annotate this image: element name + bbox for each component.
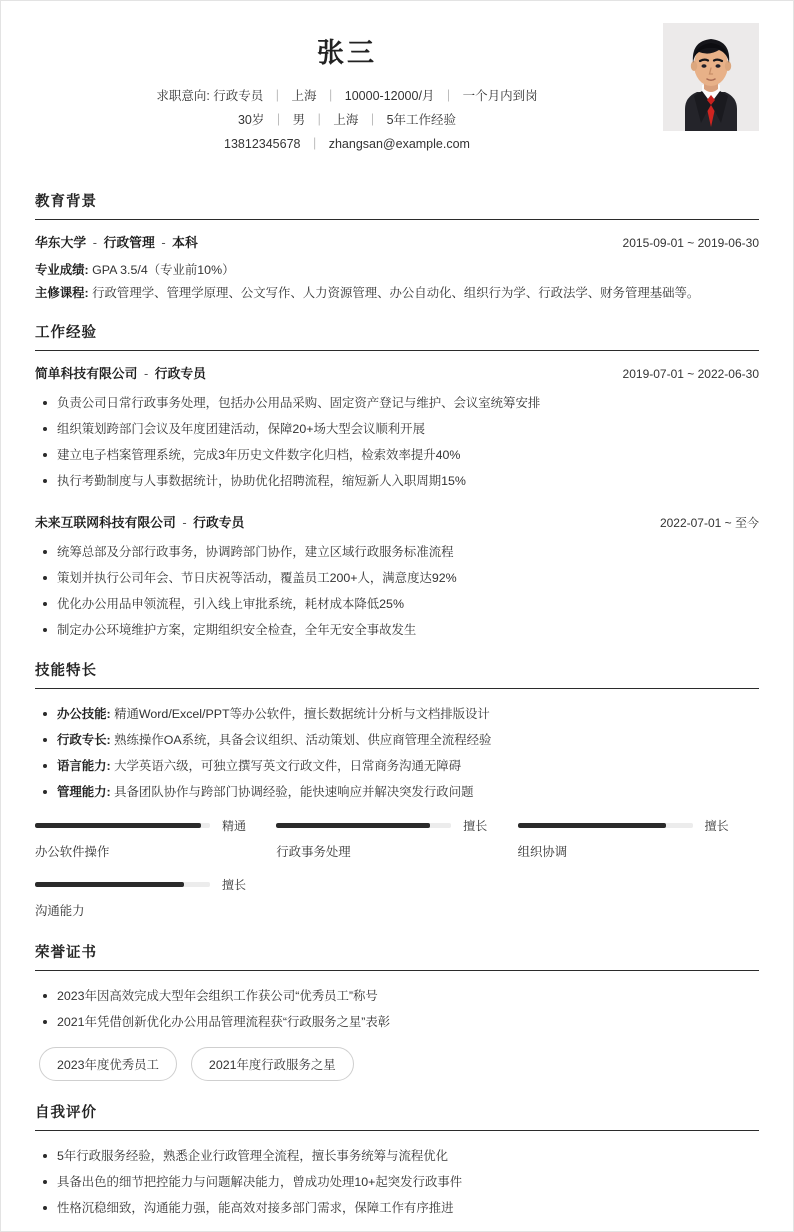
objective-position: 行政专员 [213,89,264,103]
personal-location: 上海 [333,113,359,127]
list-item: 策划并执行公司年会、节日庆祝等活动，覆盖员工200+人，满意度达92% [35,565,759,591]
separator-icon: | [276,112,281,126]
section-title-self-evaluation: 自我评价 [35,1105,97,1121]
skill-bar [518,817,759,860]
skill-text: 熟练操作OA系统，具备会议组织、活动策划、供应商管理全流程经验 [114,733,492,747]
skill-name-label: 组织协调 [517,845,568,859]
list-item: 2023年因高效完成大型年会组织工作获公司“优秀员工”称号 [35,983,759,1009]
education-detail-courses [35,282,759,305]
skill-name-label: 行政事务处理 [276,845,351,859]
avatar-portrait-icon [663,23,759,131]
section-work-experience [35,321,759,643]
list-item: 优化办公用品申领流程，引入线上审批系统，耗材成本降低25% [35,591,759,617]
skill-name-label: 沟通能力 [35,904,85,918]
honor-tag[interactable]: 2023年度优秀员工 [39,1047,177,1081]
section-title-education: 教育背景 [35,194,97,210]
skill-bar-fill [35,823,201,828]
objective-label: 求职意向: [156,89,210,103]
job-title: 行政专员 [193,515,245,530]
work-responsibility-list [35,390,759,494]
degree-name: 本科 [172,235,198,250]
title-dash: - [92,235,98,250]
personal-age: 30岁 [237,113,265,127]
objective-city: 上海 [291,89,317,103]
separator-icon: | [312,136,317,150]
section-divider [35,350,759,351]
skill-label: 办公技能: [57,707,111,721]
separator-icon: | [329,88,333,102]
title-dash: - [143,366,149,381]
honor-tag-group [35,1047,759,1081]
skill-text: 具备团队协作与跨部门协调经验，能快速响应并解决突发行政问题 [114,785,474,799]
skill-bar-track [35,823,210,828]
education-detail-gpa [35,259,759,282]
section-divider [35,688,759,689]
skill-bar-row [518,817,735,834]
skill-name-label: 办公软件操作 [35,845,110,859]
personal-gender: 男 [292,113,306,127]
skill-bar-track [276,823,451,828]
self-evaluation-list [35,1143,759,1221]
work-responsibility-list [35,539,759,643]
gpa-label: 专业成绩: [35,263,89,277]
skill-text: 精通Word/Excel/PPT等办公软件，擅长数据统计分析与文档排版设计 [114,707,490,721]
list-item: 2021年凭借创新优化办公用品管理流程获“行政服务之星”表彰 [35,1009,759,1035]
work-entry [35,512,759,643]
separator-icon: | [317,112,321,126]
list-item: 建立电子档案管理系统，完成3年历史文件数字化归档，检索效率提升40% [35,442,759,468]
list-item: 负责公司日常行政事务处理，包括办公用品采购、固定资产登记与维护、会议室统筹安排 [35,390,759,416]
education-date-range: 2015-09-01 ~ 2019-06-30 [622,236,759,250]
list-item [35,779,759,805]
contact-line-personal [35,108,659,132]
page-title: 张三 [317,38,377,68]
major-name: 行政管理 [103,235,155,250]
work-date-range: 2022-07-01 ~ 至今 [659,516,759,530]
company-name: 简单科技有限公司 [35,366,138,381]
objective-salary: 10000-12000/月 [344,89,435,103]
honor-tag[interactable]: 2021年度行政服务之星 [191,1047,354,1081]
skill-level-label: 擅长 [463,819,488,833]
title-dash: - [161,235,166,250]
personal-experience: 5年工作经验 [386,113,457,127]
section-divider [35,219,759,220]
section-honors [35,941,759,1081]
skill-bar-fill [518,823,667,828]
work-date-range: 2019-07-01 ~ 2022-06-30 [622,367,759,381]
contact-info [35,84,759,156]
section-title-skills: 技能特长 [35,663,97,679]
list-item [35,727,759,753]
section-self-evaluation [35,1101,759,1221]
phone-number[interactable]: 13812345678 [224,137,301,151]
list-item: 组织策划跨部门会议及年度团建活动，保障20+场大型会议顺利开展 [35,416,759,442]
education-entry [35,232,759,305]
section-divider [35,970,759,971]
courses-value: 行政管理学、管理学原理、公文写作、人力资源管理、办公自动化、组织行为学、行政法学、财务管理基础等。 [92,286,700,300]
objective-availability: 一个月内到岗 [462,89,538,103]
contact-line-objective [35,84,659,108]
skills-list [35,701,759,805]
skill-bar-row [276,817,493,834]
section-title-honors: 荣誉证书 [35,945,97,961]
work-title [35,363,206,382]
avatar [663,23,759,131]
skill-bar [35,876,276,919]
skill-bar-group [35,817,759,935]
education-title [35,232,198,251]
title-dash: - [182,515,187,530]
section-skills [35,659,759,935]
skill-bar [35,817,276,860]
list-item: 性格沉稳细致，沟通能力强，能高效对接多部门需求，保障工作有序推进 [35,1195,759,1221]
skill-label: 行政专长: [57,733,111,747]
skill-bar-track [518,823,693,828]
email-address[interactable]: zhangsan@example.com [328,137,470,151]
skill-bar-row [35,876,252,893]
section-education [35,190,759,305]
education-entry-header [35,232,759,251]
skill-text: 大学英语六级，可独立撰写英文行政文件，日常商务沟通无障碍 [114,759,462,773]
courses-label: 主修课程: [35,286,89,300]
honors-list [35,983,759,1035]
skill-level-label: 擅长 [704,819,729,833]
work-entry-header [35,512,759,531]
list-item: 执行考勤制度与人事数据统计，协助优化招聘流程，缩短新人入职周期15% [35,468,759,494]
separator-icon: | [275,88,280,102]
gpa-value: GPA 3.5/4（专业前10%） [92,263,235,277]
skill-bar [276,817,517,860]
job-title: 行政专员 [154,366,206,381]
school-name: 华东大学 [35,235,87,250]
resume-header [35,19,759,174]
list-item: 具备出色的细节把控能力与问题解决能力，曾成功处理10+起突发行政事件 [35,1169,759,1195]
work-entry-header [35,363,759,382]
section-divider [35,1130,759,1131]
skill-bar-track [35,882,210,887]
skill-level-label: 擅长 [222,878,247,892]
company-name: 未来互联网科技有限公司 [35,515,176,530]
skill-bar-row [35,817,252,834]
work-entry [35,363,759,494]
list-item [35,701,759,727]
separator-icon: | [370,112,375,126]
separator-icon: | [446,88,451,102]
list-item [35,753,759,779]
skill-bar-fill [276,823,430,828]
contact-line-reach [35,132,659,156]
list-item: 5年行政服务经验，熟悉企业行政管理全流程，擅长事务统筹与流程优化 [35,1143,759,1169]
section-title-work: 工作经验 [35,325,97,341]
work-title [35,512,244,531]
skill-label: 管理能力: [57,785,111,799]
skill-level-label: 精通 [222,819,247,833]
list-item: 制定办公环境维护方案，定期组织安全检查，全年无安全事故发生 [35,617,759,643]
skill-label: 语言能力: [57,759,111,773]
skill-bar-fill [35,882,184,887]
list-item: 统筹总部及分部行政事务，协调跨部门协作，建立区域行政服务标准流程 [35,539,759,565]
